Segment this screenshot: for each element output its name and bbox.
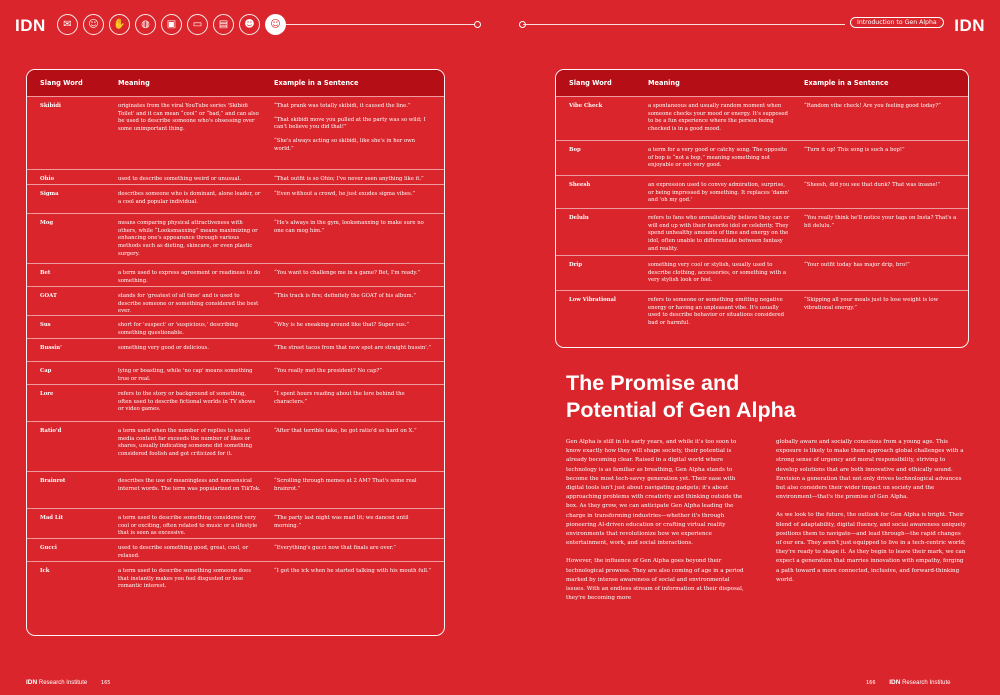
slang-word: Ohio — [40, 176, 55, 182]
chat-icon[interactable]: ✉ — [57, 14, 78, 35]
example-sentence: “The party last night was mad lit; we danced until morning.” — [274, 515, 409, 529]
header-example: Example in a Sentence — [804, 79, 889, 87]
slang-example — [791, 176, 968, 208]
table-row — [27, 338, 444, 361]
slang-word: Ratio'd — [40, 428, 62, 434]
table-row — [556, 290, 968, 330]
slang-word: Drip — [569, 262, 583, 268]
slang-word: Mog — [40, 220, 54, 226]
article-column-1 — [566, 438, 746, 612]
table-header — [556, 70, 968, 96]
table-row — [27, 421, 444, 471]
header-meaning: Meaning — [648, 79, 680, 87]
laptop-icon[interactable]: ▭ — [187, 14, 208, 35]
slang-example — [261, 339, 444, 361]
slang-meaning: a term used to express agreement or readiness to do something. — [118, 270, 261, 284]
header-divider-left — [282, 24, 475, 25]
table-row — [556, 255, 968, 290]
slang-meaning: an expression used to convey admiration, surprise, or being impressed by something. It replaces 'damn' and 'oh my god.' — [648, 182, 790, 204]
table-row — [27, 361, 444, 384]
paragraph: globally aware and socially conscious from a young age. This exposure is likely to make them approach global challenges with a strong sense of urgency and moral responsibility, striving to develop solutions that are both innovative and ethically sound. Envision a generation that not only drives technological advances but also considers their wider impact on society and the environment—that's the promise of Gen Alpha. — [776, 439, 964, 501]
slang-meaning: something very good or delicious. — [118, 345, 209, 351]
header-slang-word: Slang Word — [40, 79, 83, 87]
slang-example — [791, 141, 968, 175]
slang-word: Bet — [40, 270, 51, 276]
footer-left — [26, 679, 110, 686]
slang-meaning: lying or boasting, while 'no cap' means something true or real. — [118, 368, 253, 382]
example-sentence: “After that terrible take, he got ratio'd so hard on X.” — [274, 428, 417, 434]
slang-example — [261, 264, 444, 286]
example-sentence: “You really think he'll notice your tags on Insta? That's a bit delulu.” — [804, 215, 957, 229]
slang-meaning: a term for a very good or catchy song. The opposite of bop is “not a bop,” meaning something not enjoyable or not very good. — [648, 147, 788, 169]
slang-meaning: used to describe something good, great, cool, or relaxed. — [118, 545, 249, 559]
divider-dot-icon — [474, 21, 481, 28]
example-sentence: “I got the ick when he started talking with his mouth full.” — [274, 568, 432, 574]
header-slang-word: Slang Word — [569, 79, 612, 87]
example-sentence: “Your outfit today has major drip, bro!” — [804, 262, 910, 268]
chapter-icon-nav — [57, 14, 286, 35]
example-sentence: “You really met the president? No cap?” — [274, 368, 383, 374]
people-icon[interactable]: ☺ — [83, 14, 104, 35]
hands-icon[interactable]: ✋ — [109, 14, 130, 35]
slang-word: Sigma — [40, 191, 59, 197]
slang-word: Bop — [569, 147, 581, 153]
table-row — [27, 384, 444, 421]
smiley-icon[interactable]: ☺ — [265, 14, 286, 35]
example-sentence: “Scrolling through memes at 2 AM? That's some real brainrot.” — [274, 478, 417, 492]
article-title-line-1: The Promise and — [566, 371, 740, 395]
table-row — [556, 96, 968, 140]
example-sentence: “Turn it up! This song is such a bop!” — [804, 147, 905, 153]
table-row — [556, 208, 968, 255]
example-sentence: “You want to challenge me in a game? Bet, I'm ready.” — [274, 270, 421, 276]
article-title-line-2: Potential of Gen Alpha — [566, 398, 796, 422]
table-row — [27, 315, 444, 338]
page-number: 165 — [100, 680, 111, 686]
table-row — [27, 561, 444, 601]
section-label: Introduction to Gen Alpha — [850, 17, 944, 28]
table-header — [27, 70, 444, 96]
footer-brand-suffix: Research Institute — [902, 680, 951, 686]
example-sentence: “That prank was totally skibidi, it caused the line.” — [274, 103, 411, 109]
slang-word: Ick — [40, 568, 50, 574]
page-number: 166 — [866, 680, 876, 686]
header-divider-right — [523, 24, 845, 25]
example-sentence: “Everything's gucci now that finals are over.” — [274, 545, 396, 551]
slang-example — [791, 291, 968, 330]
slang-example — [791, 256, 968, 290]
example-sentence: “Sheesh, did you see that dunk? That was insane!” — [804, 182, 941, 188]
slang-word: Bussin' — [40, 345, 62, 351]
table-row — [27, 263, 444, 286]
example-sentence: “This track is fire; definitely the GOAT of his album.” — [274, 293, 417, 299]
users-icon[interactable]: ☻ — [239, 14, 260, 35]
article-title — [566, 370, 896, 424]
example-sentence: “That outfit is so Ohio; I've never seen anything like it.” — [274, 176, 424, 182]
idn-logo-left: IDN — [15, 16, 46, 35]
slang-meaning: short for 'suspect' or 'suspicious,' describing something questionable. — [118, 322, 239, 336]
slang-meaning: something very cool or stylish, usually used to describe clothing, accessories, or something with a very stylish look or feel. — [648, 262, 786, 284]
example-sentence: “The street tacos from that new spot are straight bussin'.” — [274, 345, 432, 351]
paragraph: Gen Alpha is still in its early years, and while it's too soon to know exactly how they will shape society, their potential is already becoming clear. Raised in a digital world where technology is as familiar as breathing, Gen Alpha stands to become the most tech-savvy generation yet. Their ease with digital tools isn't just about navigating gadgets; it's about approaching problems with creativity and thinking outside the box. As they grow, we can anticipate Gen Alpha leading the charge in transforming industries—whether it's through pioneering AI-driven education or crafting virtual reality environments that revolutionize how we experience entertainment, work, and social interactions. — [566, 439, 743, 547]
slang-example — [261, 562, 444, 601]
table-row — [27, 538, 444, 561]
slang-word: GOAT — [40, 293, 57, 299]
footer-brand: IDN — [889, 679, 901, 686]
slang-example — [261, 509, 444, 538]
example-sentence: “Skipping all your meals just to lose weight is low vibrational energy.” — [804, 297, 939, 311]
slang-word: Skibidi — [40, 103, 61, 109]
slang-meaning: stands for 'greatest of all time' and is used to describe someone or something considered the best ever. — [118, 293, 259, 315]
example-sentence: “I spent hours reading about the lore behind the characters.” — [274, 391, 405, 405]
slang-example — [261, 422, 444, 471]
table-row — [556, 140, 968, 175]
paragraph: However, the influence of Gen Alpha goes beyond their technological prowess. They are also coming of age in a period marked by intense awareness of social and environmental issues. With an endless stream of information at their disposal, they're becoming more — [566, 558, 744, 602]
slang-meaning: a term used to describe something considered very cool or exciting, often related to music or a lifestyle that is seen as excessive. — [118, 515, 258, 537]
slang-example — [261, 385, 444, 421]
example-sentence: “Even without a crowd, he just exudes sigma vibes.” — [274, 191, 416, 197]
example-sentence: “She's always acting so skibidi, like she's in her own world.” — [274, 138, 416, 152]
table-row — [27, 471, 444, 508]
slang-example — [261, 185, 444, 213]
header-meaning: Meaning — [118, 79, 150, 87]
briefcase-icon[interactable]: ▣ — [161, 14, 182, 35]
slang-meaning: a term used when the number of replies to social media content far exceeds the number of likes or shares, usually indicating someone did something considered foolish and got criticized for it. — [118, 428, 253, 458]
slang-word: Sus — [40, 322, 51, 328]
table-row — [27, 169, 444, 184]
slang-word: Sheesh — [569, 182, 591, 188]
slang-meaning: originates from the viral YouTube series 'Skibidi Toilet' and it can mean “cool” or “bad,” and can also be used to describe someone who's obsessing over some unimportant thing. — [118, 103, 259, 133]
slang-meaning: a term used to describe something someone does that instantly makes you feel disgusted or lose romantic interest. — [118, 568, 252, 590]
header-example: Example in a Sentence — [274, 79, 359, 87]
slang-meaning: refers to someone or something emitting negative energy or having an unpleasant vibe. It's usually used to describe behavior or situations considered bad or harmful. — [648, 297, 785, 327]
slang-word: Lore — [40, 391, 54, 397]
slang-meaning: describes someone who is dominant, alone leader, or a cool and popular individual. — [118, 191, 261, 205]
article-column-2 — [776, 438, 966, 594]
slang-example — [261, 316, 444, 338]
table-row — [27, 508, 444, 538]
slang-meaning: used to describe something weird or unusual. — [118, 176, 242, 182]
slang-table-right — [555, 69, 969, 348]
paragraph: As we look to the future, the outlook for Gen Alpha is bright. Their blend of adaptability, digital fluency, and social awareness uniquely positions them to navigate—and lead through—the rapid changes of our era. They aren't just equipped to live in a tech-centric world; they're ready to shape it. As they begin to leave their mark, we can expect a generation that marries innovation with empathy, forging a path toward a more connected, inclusive, and forward-thinking world. — [776, 512, 966, 583]
globe-icon[interactable]: ◍ — [135, 14, 156, 35]
table-row — [556, 175, 968, 208]
book-icon[interactable]: ▤ — [213, 14, 234, 35]
example-sentence: “Random vibe check! Are you feeling good today?” — [804, 103, 941, 109]
example-sentence: “Why is he sneaking around like that? Super sus.” — [274, 322, 410, 328]
slang-word: Mad Lit — [40, 515, 64, 521]
slang-example — [261, 539, 444, 561]
slang-example — [791, 209, 968, 255]
slang-word: Brainrot — [40, 478, 66, 484]
slang-example — [261, 170, 444, 184]
slang-word: Cap — [40, 368, 52, 374]
slang-meaning: a spontaneous and usually random moment when someone checks your mood or energy. It's supposed to be a fun experience where the person being checked is in a good mood. — [648, 103, 788, 133]
slang-word: Vibe Check — [569, 103, 603, 109]
footer-right — [866, 679, 950, 686]
slang-word: Delulu — [569, 215, 589, 221]
table-row — [27, 286, 444, 315]
table-row — [27, 96, 444, 169]
slang-example — [261, 97, 444, 169]
slang-example — [261, 214, 444, 263]
slang-example — [261, 287, 444, 315]
slang-meaning: refers to the story or background of something, often used to describe fictional worlds in TV shows or video games. — [118, 391, 256, 413]
slang-meaning: refers to fans who unrealistically believe they can or will end up with their favorite idol or celebrity. They spend unhealthy amounts of time and energy on the idol, often unable to differentiate between fantasy and reality. — [648, 215, 790, 252]
slang-example — [261, 472, 444, 508]
idn-logo-right: IDN — [954, 16, 985, 35]
slang-word: Low Vibrational — [569, 297, 616, 303]
example-sentence: “That skibidi move you pulled at the party was so wild; I can't believe you did that!” — [274, 116, 426, 131]
footer-brand-suffix: Research Institute — [38, 680, 88, 686]
slang-table-left — [26, 69, 445, 636]
slang-meaning: means comparing physical attractiveness with others, while “Looksmaxxing” means maximizing or enhancing one's appearance through various methods such as dieting, skincare, or even plastic surgery. — [118, 220, 258, 257]
footer-brand: IDN — [26, 679, 38, 686]
slang-example — [261, 362, 444, 384]
example-sentence: “He's always in the gym, looksmaxxing to make sure no one can mog him.” — [274, 220, 424, 234]
table-row — [27, 213, 444, 263]
slang-word: Gucci — [40, 545, 57, 551]
slang-meaning: describes the use of meaningless and nonsensical internet words. The term was popularized on TikTok. — [118, 478, 261, 492]
slang-example — [791, 97, 968, 140]
table-row — [27, 184, 444, 213]
